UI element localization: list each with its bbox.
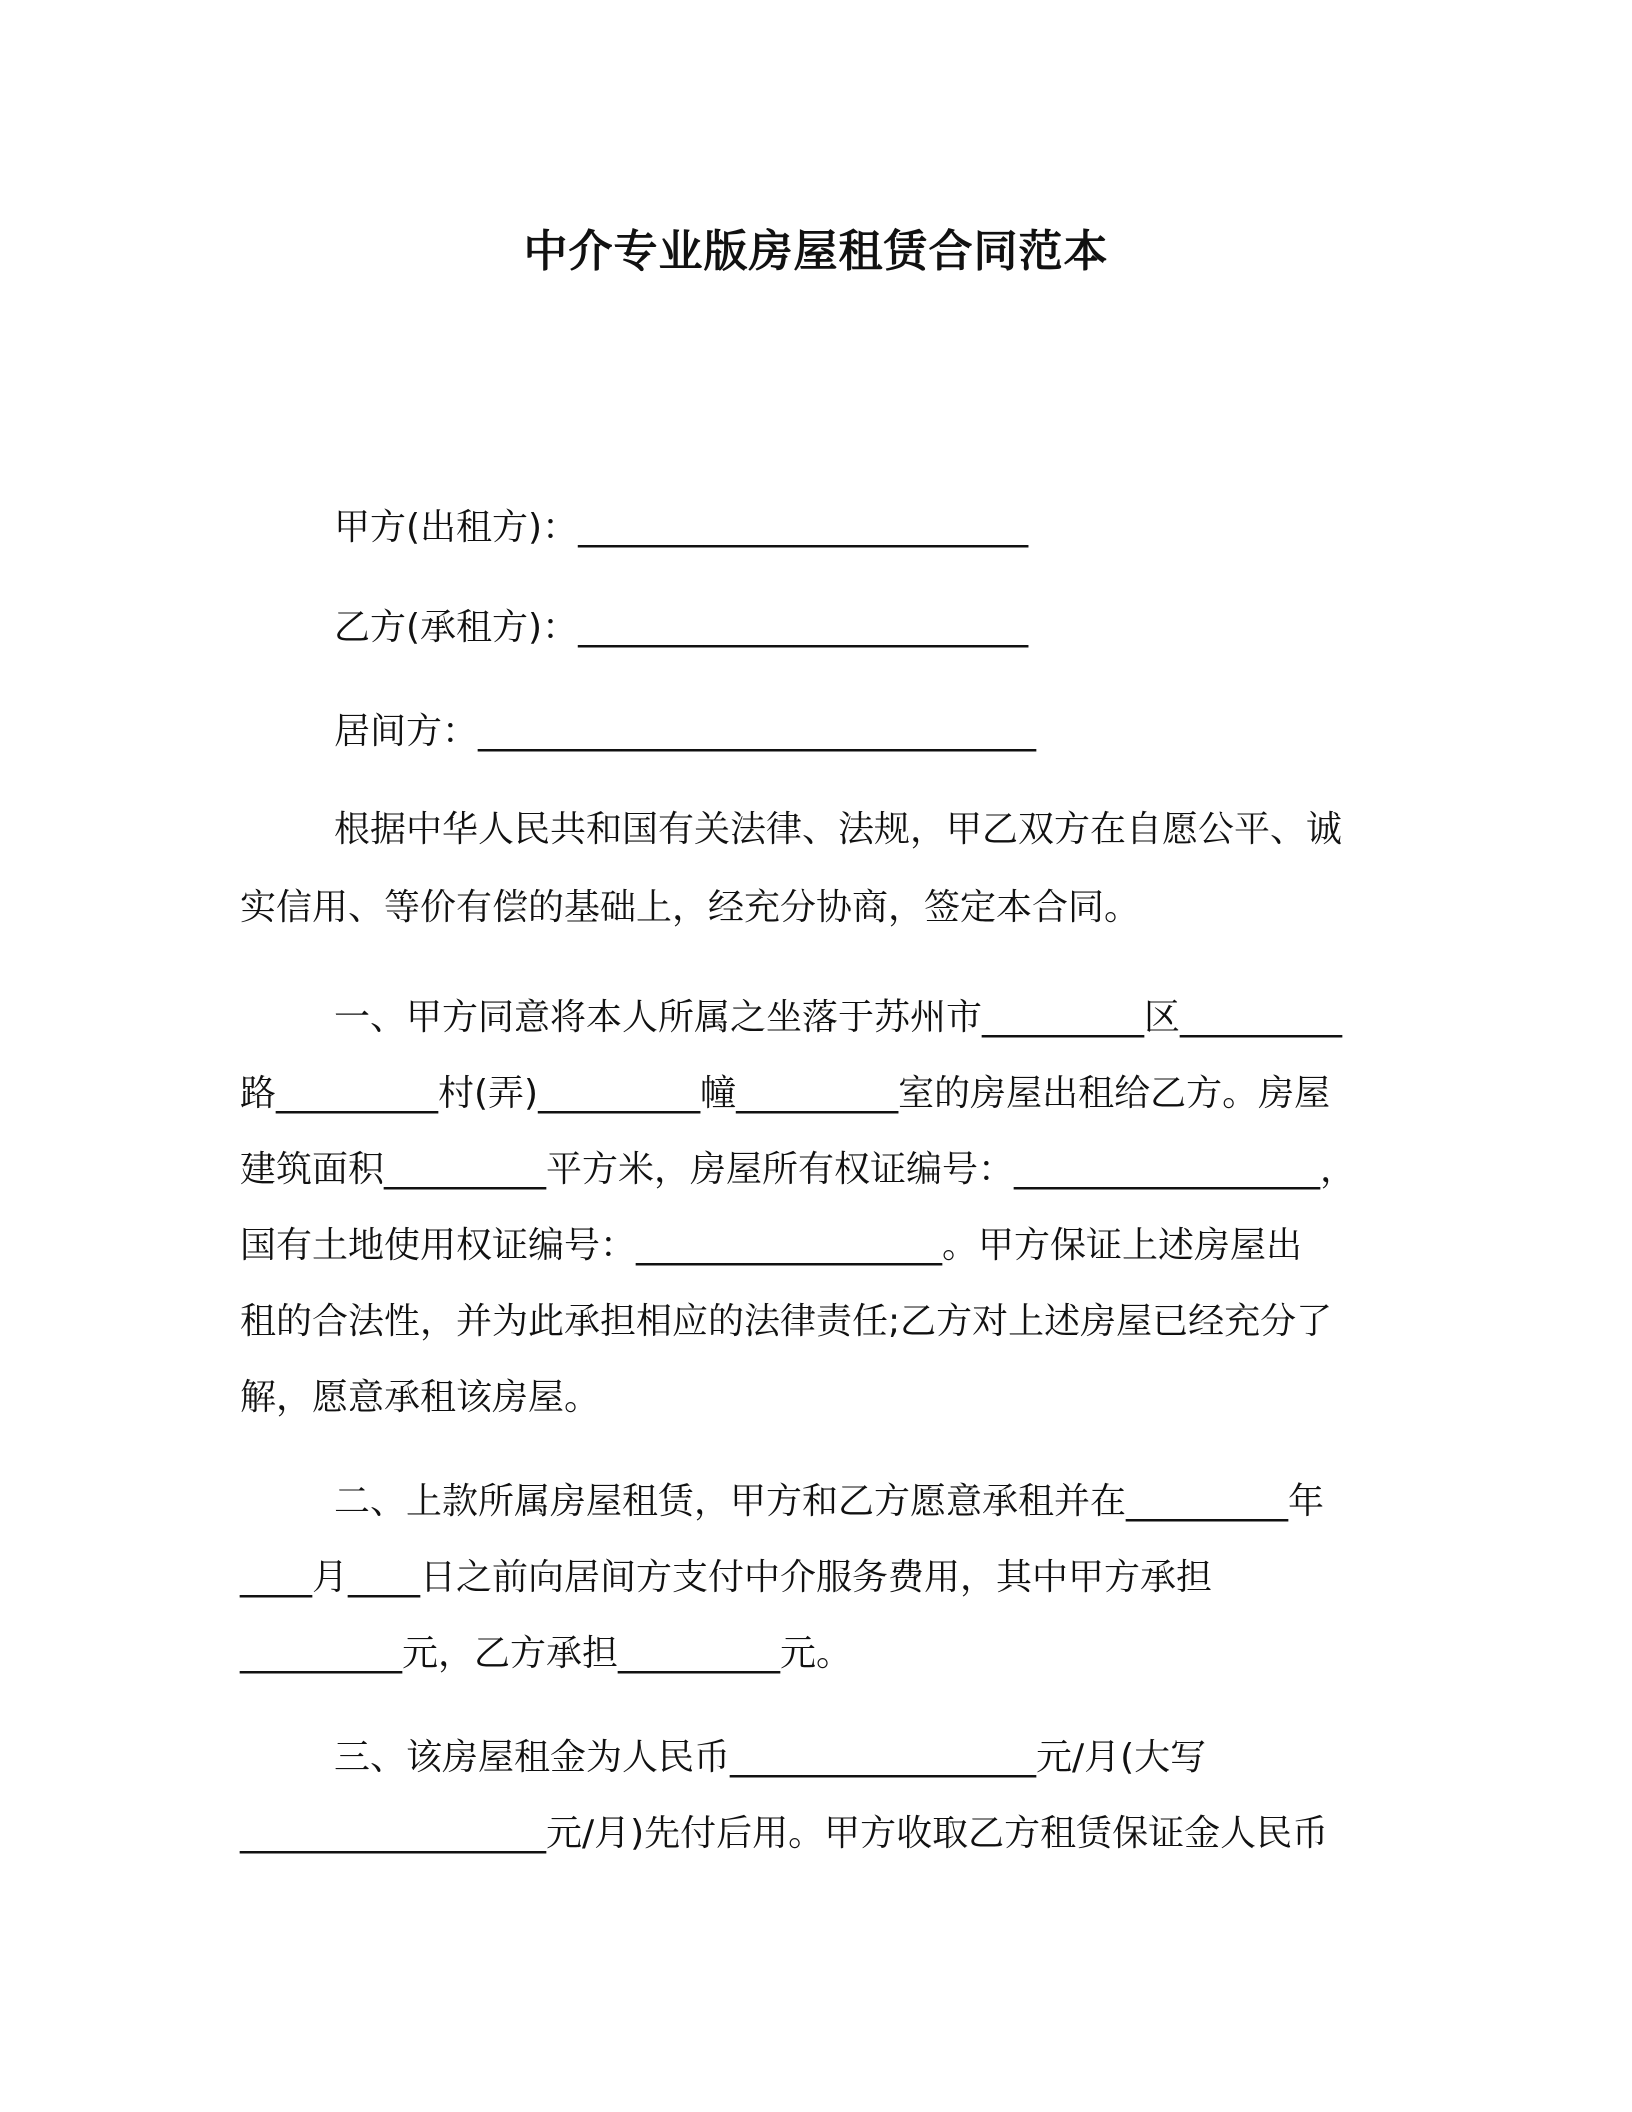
clause-3-line-1: 三、该房屋租金为人民币_________________元/月(大写 (334, 1737, 1207, 1778)
clause-1-line-2: 路_________村(弄)_________幢_________室的房屋出租给乙方。房屋 (240, 1073, 1331, 1114)
clause-1-line-5: 租的合法性，并为此承担相应的法律责任;乙方对上述房屋已经充分了 (240, 1301, 1333, 1342)
party-b-line: 乙方(承租方)：_________________________ (334, 607, 1029, 648)
clause-1-line-3: 建筑面积_________平方米，房屋所有权证编号：_________________， (240, 1149, 1357, 1190)
clause-1-line-4: 国有土地使用权证编号：_________________。甲方保证上述房屋出 (240, 1225, 1303, 1266)
clause-1-line-1: 一、甲方同意将本人所属之坐落于苏州市_________区_________ (334, 997, 1343, 1038)
clause-2-line-2: ____月____日之前向居间方支付中介服务费用，其中甲方承担 (240, 1557, 1213, 1598)
party-a-line: 甲方(出租方)：_________________________ (334, 507, 1029, 548)
document-title: 中介专业版房屋租赁合同范本 (523, 226, 1109, 277)
clause-3-line-2: _________________元/月)先付后用。甲方收取乙方租赁保证金人民币 (240, 1813, 1329, 1854)
broker-line: 居间方：_______________________________ (334, 711, 1037, 752)
preamble-line-1: 根据中华人民共和国有关法律、法规，甲乙双方在自愿公平、诚 (334, 809, 1343, 850)
clause-2-line-3: _________元，乙方承担_________元。 (240, 1633, 853, 1674)
clause-1-line-6: 解，愿意承租该房屋。 (240, 1377, 601, 1418)
preamble-line-2: 实信用、等价有偿的基础上，经充分协商，签定本合同。 (240, 887, 1141, 928)
clause-2-line-1: 二、上款所属房屋租赁，甲方和乙方愿意承租并在_________年 (334, 1481, 1325, 1522)
